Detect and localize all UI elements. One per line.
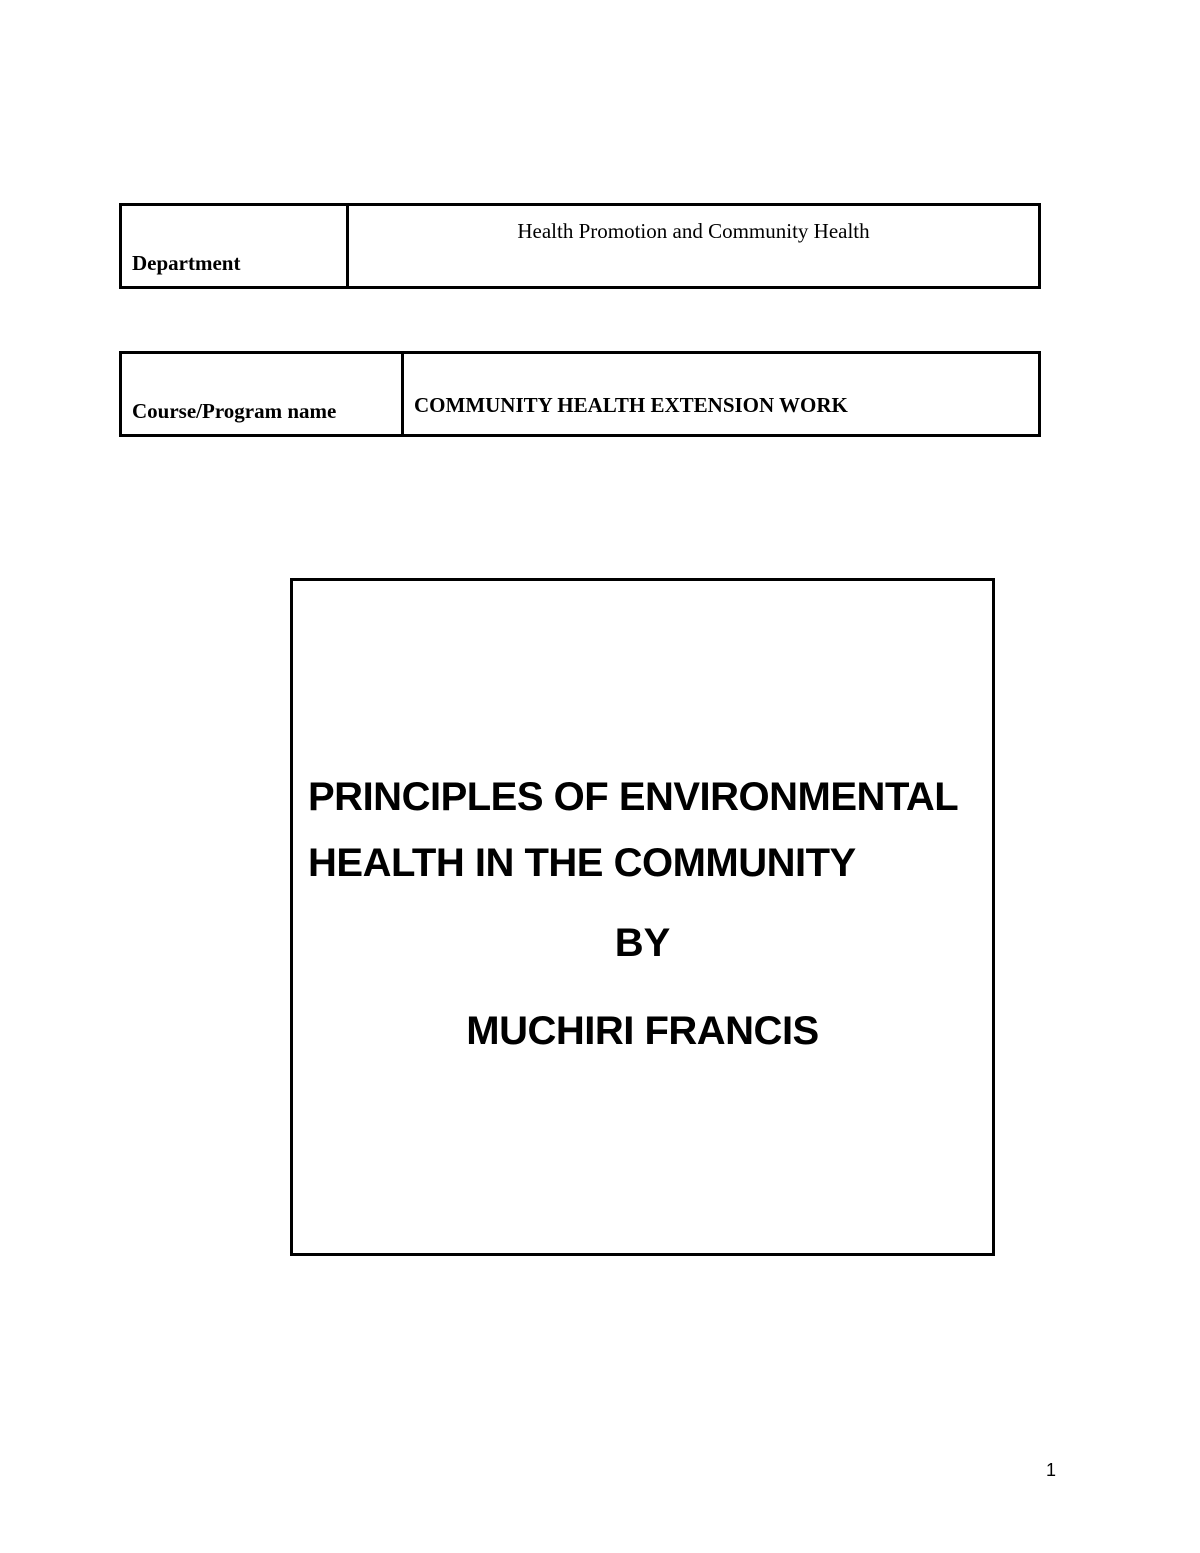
document-title-line-2: HEALTH IN THE COMMUNITY xyxy=(308,841,856,885)
page-number: 1 xyxy=(1046,1460,1057,1480)
department-label-cell xyxy=(122,206,349,286)
title-box xyxy=(290,578,995,1256)
course-value-cell xyxy=(404,354,1038,434)
author-name: MUCHIRI FRANCIS xyxy=(466,1009,819,1053)
course-table xyxy=(119,351,1041,437)
by-label: BY xyxy=(614,921,671,965)
department-value-cell xyxy=(349,206,1038,286)
department-value: Health Promotion and Community Health xyxy=(517,219,870,243)
document-title-line-1: PRINCIPLES OF ENVIRONMENTAL xyxy=(308,775,959,819)
course-label: Course/Program name xyxy=(132,399,337,423)
department-table xyxy=(119,203,1041,289)
course-label-cell xyxy=(122,354,404,434)
department-label: Department xyxy=(132,251,241,275)
course-value: COMMUNITY HEALTH EXTENSION WORK xyxy=(414,393,848,417)
